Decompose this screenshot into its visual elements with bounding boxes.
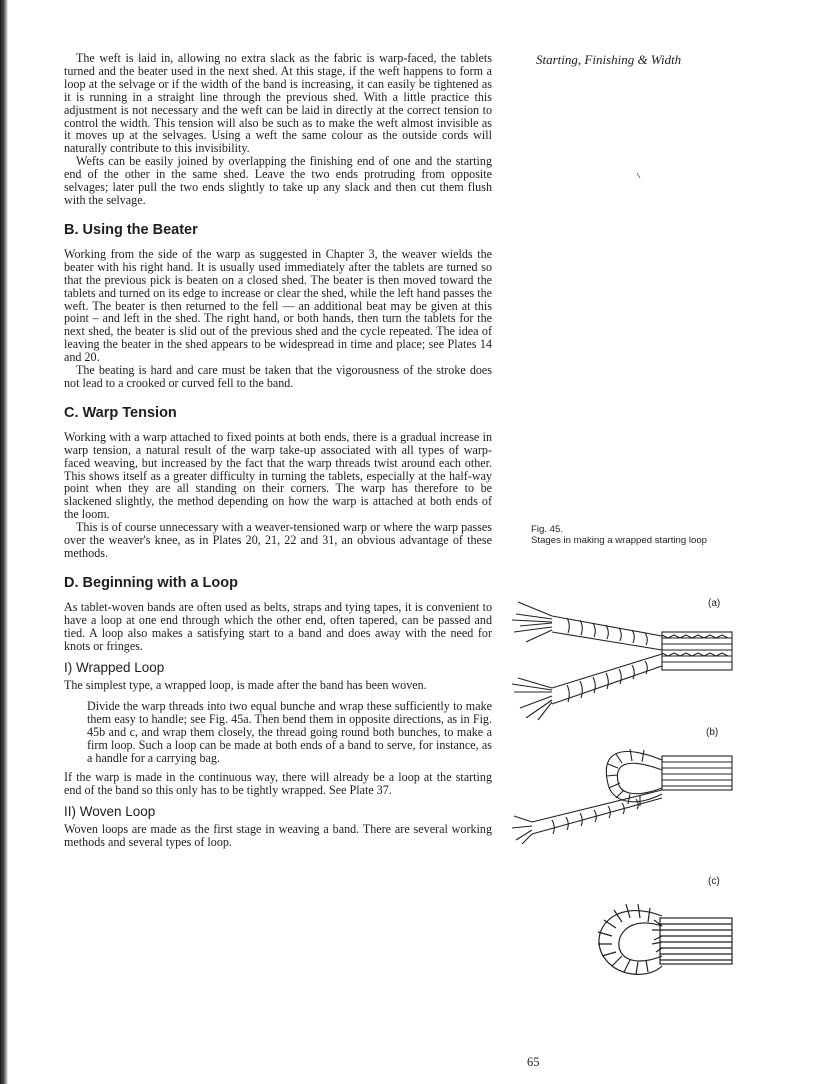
figure-stage-a-label: (a): [708, 598, 721, 609]
main-text-column: [64, 52, 492, 849]
section-c-heading: C. Warp Tension: [64, 404, 177, 421]
woven-loop-heading: II) Woven Loop: [64, 803, 156, 819]
section-b-paragraph-2: The beating is hard and care must be taken that the vigorousness of the stroke does not lead to a crooked or curved fell to the band.: [64, 363, 492, 390]
intro-paragraph-2: Wefts can be easily joined by overlapping the finishing end of one and the starting end of the other in the same shed. Leave the two ends protruding from opposite selvages; later pull the two ends slightly to take up any slack and then cut them flush with the selvage.: [64, 154, 492, 207]
figure-stage-a-illustration: [512, 592, 734, 722]
figure-caption: [531, 524, 731, 546]
figure-caption-text: Stages in making a wrapped starting loop: [531, 535, 707, 546]
wrapped-loop-paragraph-1: The simplest type, a wrapped loop, is made after the band has been woven.: [64, 677, 427, 692]
figure-stage-b-label: (b): [706, 727, 719, 738]
paper-speck: [636, 172, 642, 180]
figure-stage-c-label: (c): [708, 876, 720, 887]
section-b-heading: B. Using the Beater: [64, 221, 198, 238]
woven-loop-paragraph-1: Woven loops are made as the first stage in weaving a band. There are several working methods and several types of loop.: [64, 821, 492, 849]
figure-number: Fig. 45.: [531, 524, 563, 535]
intro-paragraph-1: The weft is laid in, allowing no extra slack as the fabric is warp-faced, the tablets turned and the beater used in the next shed. At this stage, if the weft happens to form a loop at the selvage or if the width of the band is increasing, it can easily be tightened as it is running in a straight line through the previous shed. With a little practice this adjustment is not necessary and the weft can be laid in directly at the correct tension to control the width. This tension will also be such as to make the weft almost invisible as it moves up at the selvages. Using a weft the same colour as the outside cords will naturally contribute to this invisibility.: [64, 51, 492, 156]
section-d-paragraph-1: As tablet-woven bands are often used as belts, straps and tying tapes, it is convenient to have a loop at one end through which the other end, often tapered, can be passed and tied. A loop also makes a satisfying start to a band and does away with the need for knots or fringes.: [64, 599, 492, 653]
section-d-heading: D. Beginning with a Loop: [64, 574, 238, 591]
figure-stage-b-illustration: [512, 744, 734, 844]
section-b-paragraph-1: Working from the side of the warp as suggested in Chapter 3, the weaver wields the beater with his right hand. It is usually used immediately after the tablets are turned so that the previous pick is beaten on a closed shed. The beater is then moved toward the tablets and turned on its edge to increase or clear the shed, while the left hand passes the weft. The beater is then returned to the fell — an additional beat may be given at this point – and left in the shed. The right hand, or both hands, then turn the tablets for the next shed, the beater is slid out of the previous shed and the cycle repeated. The idea of leaving the beater in the shed appears to be widespread in time and place; see Plates 14 and 20.: [64, 246, 492, 365]
book-binding-shadow: [0, 0, 8, 1084]
section-c-paragraph-2: This is of course unnecessary with a weaver-tensioned warp or where the warp passes over the weaver's knee, as in Plates 20, 21, 22 and 31, an obvious advantage of these methods.: [64, 520, 492, 560]
section-c-paragraph-1: Working with a warp attached to fixed points at both ends, there is a gradual increase in warp tension, a natural result of the warp take-up associated with all types of warp-faced weaving, but increased by the fact that the warp threads twist around each other. This shows itself as a greater difficulty in turning the tablets, especially at the half-way point when they are all standing on their corners. The warp has therefore to be slackened slightly, the method depending on how the warp is attached at both ends of the loom.: [64, 429, 492, 522]
figure-stage-c-illustration: [590, 896, 734, 988]
wrapped-loop-instructions: Divide the warp threads into two equal bunche and wrap these sufficiently to make them easy to handle; see Fig. 45a. Then bend them in opposite directions, as in Fig. 45b and c, and wrap them closely, the thread going round both bunches, to make a firm loop. Such a loop can be made at both ends of a band to serve, for instance, as a handle for a carrying bag.: [87, 699, 492, 766]
wrapped-loop-heading: I) Wrapped Loop: [64, 659, 165, 675]
wrapped-loop-paragraph-2: If the warp is made in the continuous way, there will already be a loop at the starting end of the band so this only has to be tightly wrapped. See Plate 37.: [64, 769, 492, 797]
page-number: 65: [527, 1055, 540, 1069]
running-head: Starting, Finishing & Width: [536, 52, 682, 67]
